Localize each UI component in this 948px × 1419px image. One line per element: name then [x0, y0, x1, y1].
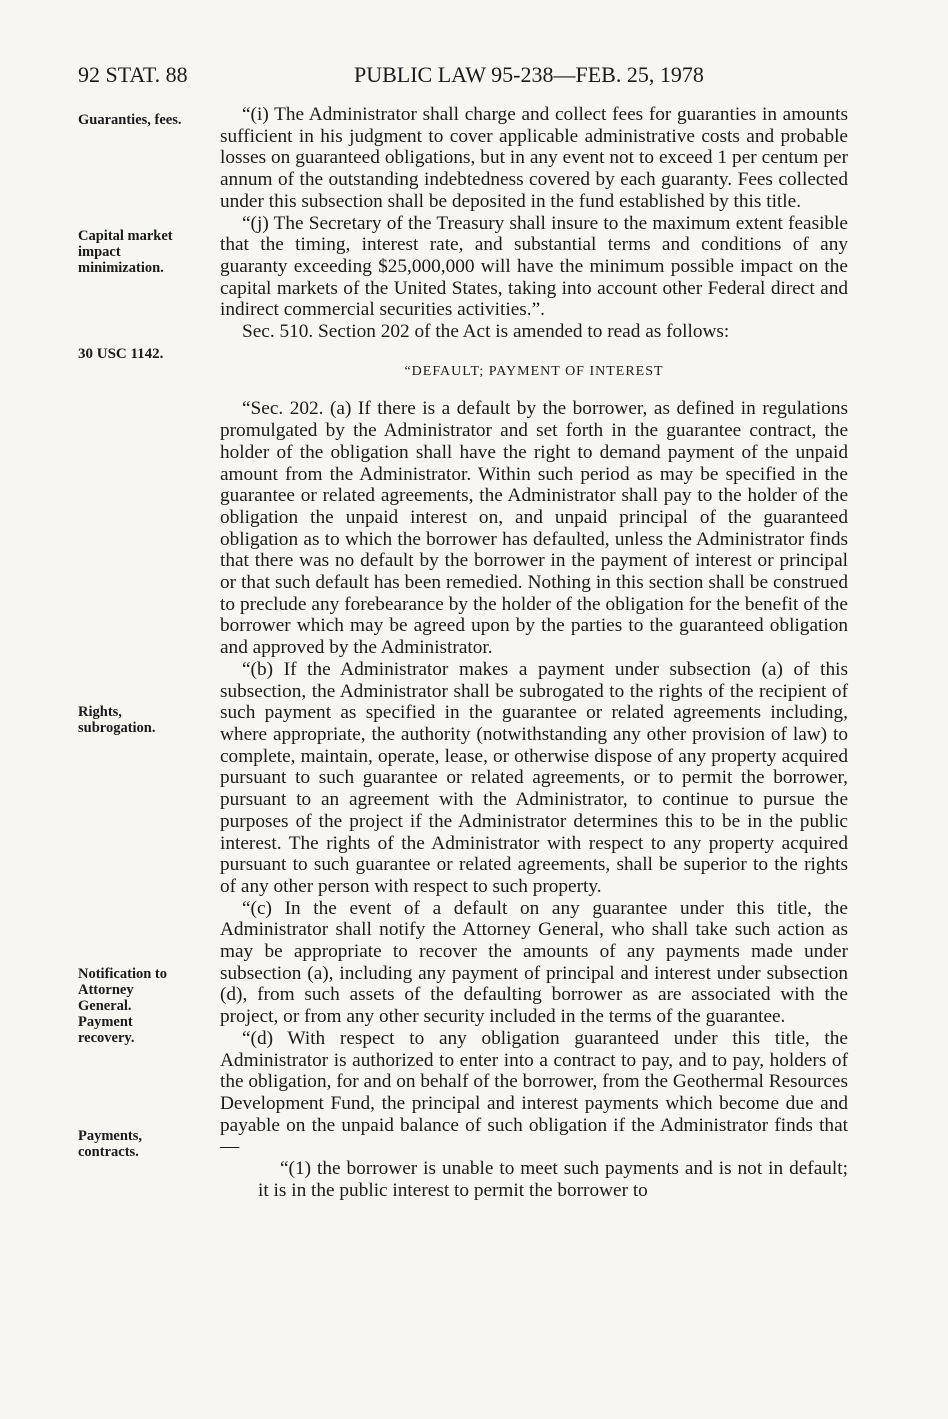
margin-note-usc: 30 USC 1142.	[78, 346, 164, 362]
paragraph-c: “(c) In the event of a default on any guarantee under this title, the Administrator shall notify the Attorney General, who shall take such action as may be appropriate to recover the amounts of any payments made under subsection (a), including any payment of principal and interest under subsection (d), from such assets of the defaulting borrower as are associated with the project, or from any other security included in the terms of the guarantee.	[220, 897, 848, 1028]
margin-note-rights-subrogation: Rights, subrogation.	[78, 704, 156, 736]
margin-note-notification: Notification to Attorney General. Payment recovery.	[78, 966, 167, 1046]
running-title: PUBLIC LAW 95-238—FEB. 25, 1978	[354, 62, 704, 87]
section-heading: “DEFAULT; PAYMENT OF INTEREST	[404, 363, 664, 379]
margin-note-payments-contracts: Payments, contracts.	[78, 1128, 143, 1160]
section-510: Sec. 510. Section 202 of the Act is amended to read as follows:	[242, 321, 730, 343]
paragraph-j: “(j) The Secretary of the Treasury shall insure to the maximum extent feasible that the timing, interest rate, and substantial terms and conditions of any guaranty exceeding $25,000,000 will have the minimum possible impact on the capital markets of the United States, taking into account other Federal direct and indirect commercial securities activities.”.	[220, 212, 848, 321]
margin-note-guaranties-fees: Guaranties, fees.	[78, 112, 182, 128]
page-header	[78, 62, 848, 92]
paragraph-i: “(i) The Administrator shall charge and collect fees for guaranties in amounts sufficient in his judgment to cover applicable administrative costs and probable losses on guaranteed obligations, but in any event not to exceed 1 per centum per annum of the outstanding indebtedness covered by each guaranty. Fees collected under this subsection shall be deposited in the fund established by this title.	[220, 104, 848, 212]
body-text	[220, 104, 848, 1201]
stat-page-number: 92 STAT. 88	[78, 62, 188, 87]
paragraph-d-1: “(1) the borrower is unable to meet such payments and is not in default; it is in the public interest to permit the borrower to	[258, 1158, 848, 1201]
section-202-a: “Sec. 202. (a) If there is a default by the borrower, as defined in regulations promulgated by the Administrator and set forth in the guarantee contract, the holder of the obligation shall have the right to demand payment of the unpaid amount from the Administrator. Within such period as may be specified in the guarantee or related agreements, the Administrator shall pay to the holder of the obligation the unpaid interest on, and unpaid principal of the guaranteed obligation as to which the borrower has defaulted, unless the Administrator finds that there was no default by the borrower in the payment of interest or principal or that such default has been remedied. Nothing in this section shall be construed to preclude any forebearance by the holder of the obligation for the benefit of the borrower which may be agreed upon by the parties to the guaranteed obligation and approved by the Administrator.	[220, 398, 848, 659]
margin-note-capital-market: Capital market impact minimization.	[78, 228, 173, 276]
paragraph-b: “(b) If the Administrator makes a payment under subsection (a) of this subsection, the Administrator shall be subrogated to the rights of the recipient of such payment as specified in the guarantee or related agreements including, where appropriate, the authority (notwithstanding any other provision of law) to complete, maintain, operate, lease, or otherwise dispose of any property acquired pursuant to such guarantee or related agreements, or to permit the borrower, pursuant to an agreement with the Administrator, to continue to pursue the purposes of the project if the Administrator determines this to be in the public interest. The rights of the Administrator with respect to any property acquired pursuant to such guarantee or related agreements, shall be superior to the rights of any other person with respect to such property.	[220, 658, 848, 897]
paragraph-d: “(d) With respect to any obligation guaranteed under this title, the Administrator is authorized to enter into a contract to pay, and to pay, holders of the obligation, for and on behalf of the borrower, from the Geothermal Resources Development Fund, the principal and interest payments which become due and payable on the unpaid balance of such obligation if the Administrator finds that—	[220, 1027, 848, 1158]
